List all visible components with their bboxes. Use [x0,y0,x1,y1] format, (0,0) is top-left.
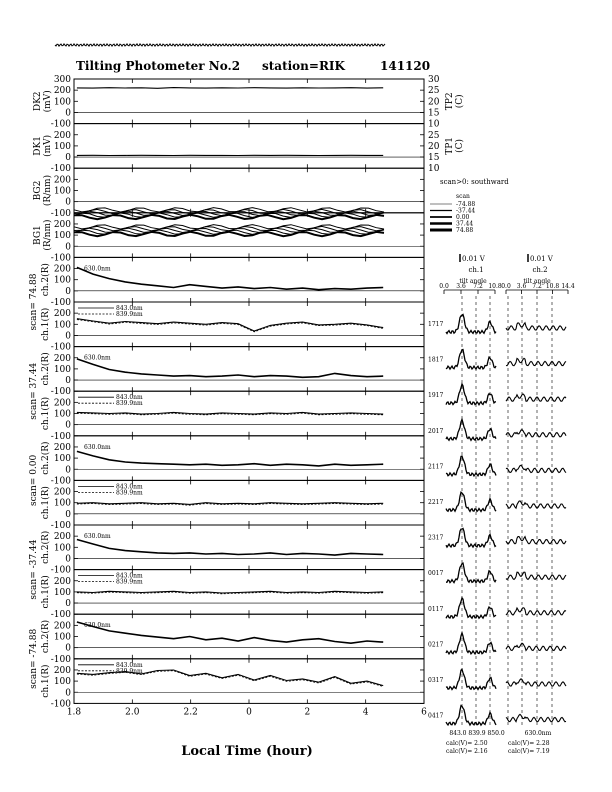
series-ch2_scan_0 [77,451,383,466]
panel-frame [74,525,424,570]
station-label: station=RIK [262,59,345,73]
southward-note: scan>0: southward [440,178,509,186]
side-bottom-ch2: 630.0nm [524,730,552,737]
profile-time-label: 2217 [428,499,444,506]
panel-ylabel: DK1(mV) [33,134,53,157]
y-tick-label: -100 [50,431,71,442]
channel-ylabel: ch.2(R) [41,263,51,297]
y-tick-label: 0 [65,242,71,253]
profile-ch1 [446,456,496,476]
profile-time-label: 1817 [428,356,444,364]
bg-strand [74,225,384,229]
profile-ch2 [506,465,566,472]
y-tick-label: 0 [65,599,71,610]
x-tick-label: 6 [421,707,427,718]
calc-ch1-b: calc(V)= 2.16 [446,748,488,755]
line-label-630: 630.0nm [84,265,111,273]
tilt-label-ch2: tilt angle [523,278,551,285]
side-bottom-ch1: 843.0 839.9 850.0 [449,730,505,737]
y-tick-label: 0 [65,376,71,387]
scan-label: scan= 74.88 [29,273,39,331]
y-tick-label: 100 [53,141,71,152]
profile-ch1 [446,669,496,689]
tilt-ch2-tick-label: 10.8 [545,283,560,290]
chart-marks [29,75,575,728]
panel-frame [74,257,424,302]
ch1-title: ch.1 [468,266,484,274]
panel-2 [33,168,424,219]
y-tick-label: 0 [65,688,71,699]
y-tick-label: 200 [53,398,71,409]
profile-time-label: 2317 [428,534,444,542]
scale-label-ch1: 0.01 V [462,255,485,263]
profile-ch2 [506,608,566,615]
y-tick-label: 100 [53,543,71,554]
y-tick-label: 0 [65,509,71,520]
line-label-839: 839.9nm [116,578,143,586]
y-tick-label: -100 [50,565,71,576]
profile-time-label: 2017 [428,427,444,435]
series-ch2_scan_-74 [77,622,383,643]
profile-time-label: 0017 [428,570,444,578]
y-tick-label: 0 [65,643,71,654]
tilt-ch1-tick-label: 0.0 [439,283,449,290]
y-tick-label: 200 [53,219,71,230]
right-y-tick-label: 10 [428,119,440,130]
y-tick-label: -100 [50,476,71,487]
channel-ylabel: ch.1(R) [41,664,51,698]
y-tick-label: 100 [53,320,71,331]
y-tick-label: 200 [53,353,71,364]
panel-4 [74,257,424,302]
profile-time-label: 1717 [428,321,444,328]
line-label-843: 843.0nm [116,305,143,312]
y-tick-label: 0 [65,465,71,476]
profile-ch2 [506,323,566,330]
y-tick-label: 0 [65,286,71,297]
y-tick-label: 0 [65,420,71,431]
line-label-839: 839.9nm [116,667,143,675]
y-tick-label: 200 [53,264,71,275]
y-tick-label: 100 [53,186,71,197]
profile-time-label: 1917 [428,392,444,400]
profile-time-label: 0317 [428,677,444,684]
y-tick-label: 200 [53,621,71,632]
profile-ch2 [506,537,566,544]
profile-ch1 [446,598,496,618]
panel-6 [74,347,424,392]
tilt-label-ch1: tilt angle [459,278,487,285]
profile-ch1 [446,315,496,334]
y-tick-label: 300 [53,75,71,85]
x-tick-label: 2.2 [183,707,198,718]
bg-strand [74,208,384,212]
channel-ylabel: ch.1(R) [41,575,51,609]
y-tick-label: 0 [65,331,71,342]
panel-right-ylabel: TP2(C) [445,92,465,111]
panel-right-ylabel: TP1(C) [445,137,465,155]
panel-ylabel: BG1(R/nm) [33,219,53,251]
legend-scan-value: 37.44 [456,220,474,228]
date-label: 141120 [380,59,431,73]
panel-frame [74,168,424,213]
y-tick-label: 200 [53,442,71,453]
profile-ch2 [506,430,566,437]
right-y-tick-label: 20 [428,141,440,152]
channel-ylabel: ch.2(R) [41,619,51,654]
panel-frame [74,436,424,481]
line-label-843: 843.0nm [116,394,143,402]
scan-label: scan= -37.44 [29,539,39,600]
profile-time-label: 0117 [428,605,444,613]
profile-ch2 [506,394,566,401]
x-axis-label: Local Time (hour) [181,744,313,759]
panel-12 [74,614,424,659]
x-tick-label: 2 [304,707,311,718]
line-label-843: 843.0nm [116,483,143,491]
y-tick-label: -100 [50,521,71,531]
legend-scan-value: -74.88 [456,201,476,208]
legend-scan-value: 0.00 [456,214,470,221]
line-label-630: 630.0nm [84,533,111,540]
profile-ch2 [506,714,566,721]
tilt-ch2-tick-label: 3.6 [516,283,527,290]
y-tick-label: 0 [65,554,71,565]
y-tick-label: 0 [65,108,71,119]
y-tick-label: 100 [53,454,71,465]
y-tick-label: 100 [53,498,71,509]
y-tick-label: 200 [53,487,71,498]
profile-ch1 [446,492,496,511]
profile-ch2 [506,643,566,650]
right-y-tick-label: 25 [428,130,440,141]
line-label-839: 839.9nm [116,489,143,497]
panel-8 [74,436,424,481]
y-tick-label: 200 [53,576,71,587]
panel-ylabel: BG2(R/nm) [33,174,53,207]
line-label-839: 839.9nm [116,400,143,408]
series-dk2 [77,88,383,89]
y-tick-label: 200 [53,130,71,141]
y-tick-label: -100 [50,387,71,398]
line-label-839: 839.9nm [116,311,143,318]
y-tick-label: -100 [50,164,71,175]
y-tick-label: 100 [53,97,71,108]
y-tick-label: 200 [53,309,71,320]
y-tick-label: 100 [53,632,71,643]
panel-0 [33,79,465,124]
panel-frame [74,79,424,124]
bg-strand [74,232,384,236]
right-y-tick-label: 10 [428,164,440,175]
y-tick-label: -100 [50,253,71,264]
right-y-tick-label: 20 [428,97,440,108]
line-label-630: 630.0nm [84,354,111,362]
y-tick-label: 200 [53,86,71,97]
y-tick-label: 0 [65,153,71,164]
tilt-ch2-tick-label: 14.4 [561,283,575,290]
series-ch2_scan_-37 [77,540,383,556]
y-tick-label: 200 [53,175,71,186]
y-tick-label: 200 [53,532,71,543]
y-tick-label: 200 [53,665,71,676]
calc-ch2-a: calc(V)= 2.28 [508,740,550,747]
y-tick-label: -100 [50,610,71,621]
panel-frame [74,614,424,659]
panel-ylabel: DK2(mV) [33,90,53,113]
calc-ch1-a: calc(V)= 2.50 [446,740,488,747]
y-tick-label: 100 [53,231,71,242]
legend-scan-value: -37.44 [456,207,476,215]
line-label-843: 843.0nm [116,661,143,669]
scan-label: scan= -74.88 [29,628,39,689]
tilt-ch1-tick-label: 7.2 [473,283,483,290]
profile-time-label: 2117 [428,463,444,471]
tilt-ch2-tick-label: 0.0 [501,283,511,290]
profile-ch2 [506,572,566,579]
profile-ch1 [446,384,496,405]
ch2-title: ch.2 [532,266,548,274]
scan-label: scan= 37.44 [29,362,39,420]
profile-ch1 [446,419,496,440]
x-tick-label: 1.8 [66,707,82,718]
line-label-630: 630.0nm [84,622,111,630]
header-wave-line [55,44,385,46]
tilt-ch1-tick-label: 10.8 [488,283,502,290]
channel-ylabel: ch.1(R) [41,396,51,431]
tilt-ch1-tick-label: 3.6 [456,283,466,290]
profile-ch2 [506,358,566,365]
profile-ch1 [446,633,496,654]
line-label-843: 843.0nm [116,572,143,580]
series-ch2_scan_74 [77,267,383,289]
profile-ch1 [446,563,496,583]
x-tick-label: 0 [246,707,252,718]
tilt-ch2-tick-label: 7.2 [532,283,542,290]
right-y-tick-label: 15 [428,153,440,164]
scale-label-ch2: 0.01 V [530,255,553,263]
scan-label: scan= 0.00 [29,454,39,507]
panel-10 [74,525,424,570]
channel-ylabel: ch.2(R) [41,352,51,386]
right-y-tick-label: 30 [428,75,440,85]
chart-title: Tilting Photometer No.2 [76,59,241,73]
y-tick-label: 0 [65,197,71,208]
channel-ylabel: ch.1(R) [41,486,51,520]
bg-strand [74,215,384,219]
profile-ch1 [446,706,496,726]
right-y-tick-label: 25 [428,86,440,97]
profile-time-label: 0417 [428,712,444,720]
profile-ch2 [506,501,566,508]
y-tick-label: -100 [50,208,71,219]
panel-1 [33,124,465,169]
channel-ylabel: ch.2(R) [41,441,51,475]
x-tick-label: 2.0 [125,707,140,718]
profile-ch1 [446,529,496,548]
y-tick-label: 100 [53,587,71,598]
x-tick-label: 4 [362,707,369,718]
y-tick-label: -100 [50,342,71,353]
line-label-630: 630.0nm [84,443,111,451]
panel-frame [74,124,424,169]
calc-ch2-b: calc(V)= 7.19 [508,748,550,755]
panel-frame [74,347,424,392]
legend-scan-title: scan [456,193,470,200]
panel-3 [33,213,424,258]
series-ch2_scan_37 [77,359,383,377]
y-tick-label: 100 [53,677,71,688]
profile-time-label: 0217 [428,641,444,649]
y-tick-label: -100 [50,119,71,130]
y-tick-label: 100 [53,409,71,420]
y-tick-label: 100 [53,275,71,286]
y-tick-label: -100 [50,699,71,710]
y-tick-label: 100 [53,364,71,375]
y-tick-label: -100 [50,654,71,665]
legend-scan-value: 74.88 [456,227,474,234]
channel-ylabel: ch.1(R) [41,307,51,341]
profile-ch2 [506,679,566,686]
right-y-tick-label: 15 [428,108,440,119]
profile-ch1 [446,350,496,370]
channel-ylabel: ch.2(R) [41,530,51,564]
y-tick-label: -100 [50,298,71,308]
